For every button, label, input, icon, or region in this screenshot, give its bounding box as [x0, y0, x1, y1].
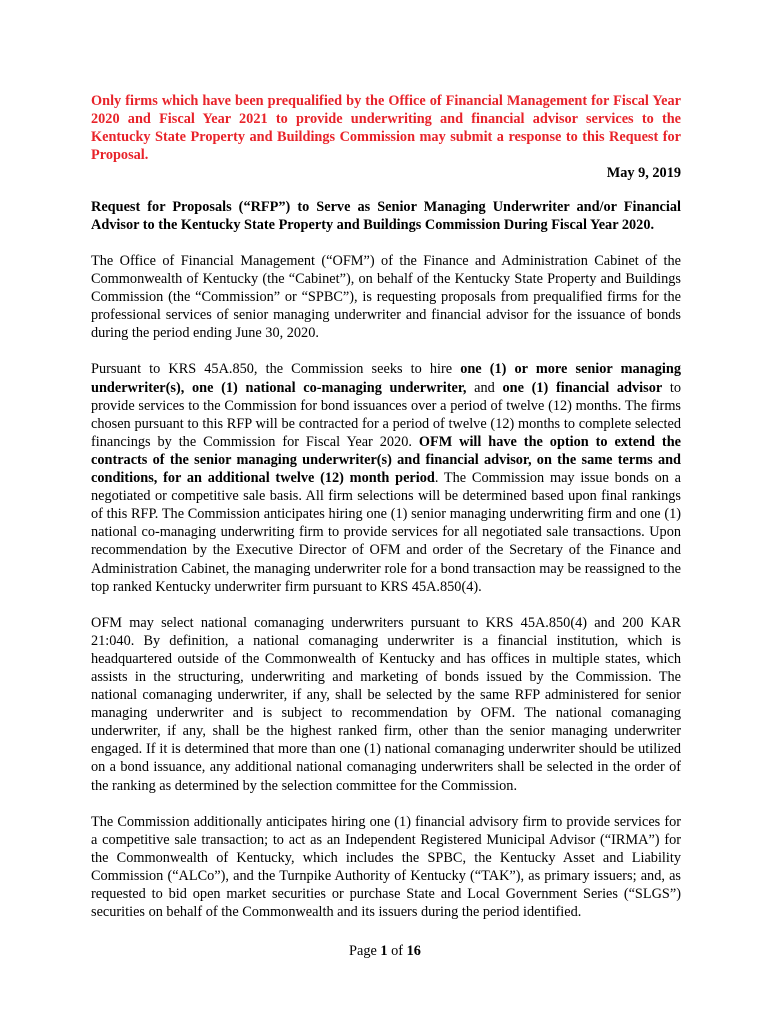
- page-of: of: [391, 943, 404, 959]
- para2-bold-3: OFM will have the option to extend the contracts of the senior managing underwriter(s) and financial advisor, on the same terms and conditions, for an additional twelve (12) month period: [91, 433, 681, 487]
- page-total: 16: [406, 943, 421, 959]
- para2-text-1: Pursuant to KRS 45A.850, the Commission seeks to hire: [91, 361, 461, 378]
- para2-text-4: . The Commission may issue bonds on a negotiated or competitive sale basis. All firm selections will be determined based upon final rankings of this RFP. The Commission anticipates hiring one (1) senior managing underwriting firm and one (1) national co-managing underwriting firm to provide services for all negotiated sale transactions. Upon recommendation by the Executive Director of OFM and order of the Secretary of the Finance and Administration Cabinet, the managing underwriter role for a bond transaction may be reassigned to the top ranked Kentucky underwriter firm pursuant to KRS 45A.850(4).: [91, 470, 681, 595]
- paragraph-national-comanaging: OFM may select national comanaging underwriters pursuant to KRS 45A.850(4) and 200 KAR 21:040. By definition, a national comanaging underwriter is a financial institution, which is headquartered outside of the Commonwealth of Kentucky and has offices in multiple states, which assists in the structuring, underwriting and marketing of bonds issued by the Commission. The national comanaging underwriter, if any, shall be selected by the same RFP administered for senior managing underwriter and is subject to recommendation by OFM. The national comanaging underwriter, if any, shall be the highest ranked firm, other than the senior managing underwriter engaged. If it is determined that more than one (1) national comanaging underwriter should be utilized on a bond issuance, any additional national comanaging underwriters shall be selected in the order of the ranking as determined by the selection committee for the Commission.: [91, 614, 681, 794]
- page-label: Page: [349, 943, 377, 959]
- para2-bold-1: one (1) or more senior managing underwriter(s), one (1) national co-managing underwriter,: [91, 361, 681, 396]
- document-date: May 9, 2019: [606, 165, 681, 181]
- paragraph-hiring-terms: [91, 360, 681, 595]
- rfp-title: Request for Proposals (“RFP”) to Serve as Senior Managing Underwriter and/or Financial Advisor to the Kentucky State Property and Buildings Commission During Fiscal Year 2020.: [91, 199, 681, 233]
- prequalification-notice: Only firms which have been prequalified by the Office of Financial Management for Fiscal Year 2020 and Fiscal Year 2021 to provide underwriting and financial advisor services to the Kentucky State Property and Buildings Commission may submit a response to this Request for Proposal.: [91, 93, 681, 163]
- paragraph-financial-advisory: The Commission additionally anticipates hiring one (1) financial advisory firm to provide services for a competitive sale transaction; to act as an Independent Registered Municipal Advisor (“IRMA”) for the Commonwealth of Kentucky, which includes the SPBC, the Kentucky Asset and Liability Commission (“ALCo”), and the Turnpike Authority of Kentucky (“TAK”), as primary issuers; and, as requested to bid open market securities or purchase State and Local Government Series (“SLGS”) securities on behalf of the Commonwealth and its issuers during the period identified.: [91, 813, 681, 921]
- para2-text-2: and: [466, 379, 503, 396]
- paragraph-ofm-request: The Office of Financial Management (“OFM”) of the Finance and Administration Cabinet of the Commonwealth of Kentucky (the “Cabinet”), on behalf of the Kentucky State Property and Buildings Commission (the “Commission” or “SPBC”), is requesting proposals from prequalified firms for the professional services of senior managing underwriter and financial advisor for the issuance of bonds during the period ending June 30, 2020.: [91, 253, 681, 342]
- para2-bold-2: one (1) financial advisor: [502, 379, 663, 396]
- page-number: [0, 942, 770, 960]
- page-current: 1: [380, 943, 388, 959]
- document-page: [91, 92, 681, 921]
- para2-text-3: to provide services to the Commission for bond issuances over a period of twelve (12) months. The firms chosen pursuant to this RFP will be contracted for a period of twelve (12) months to complete selected financings by the Commission for Fiscal Year 2020.: [91, 379, 682, 450]
